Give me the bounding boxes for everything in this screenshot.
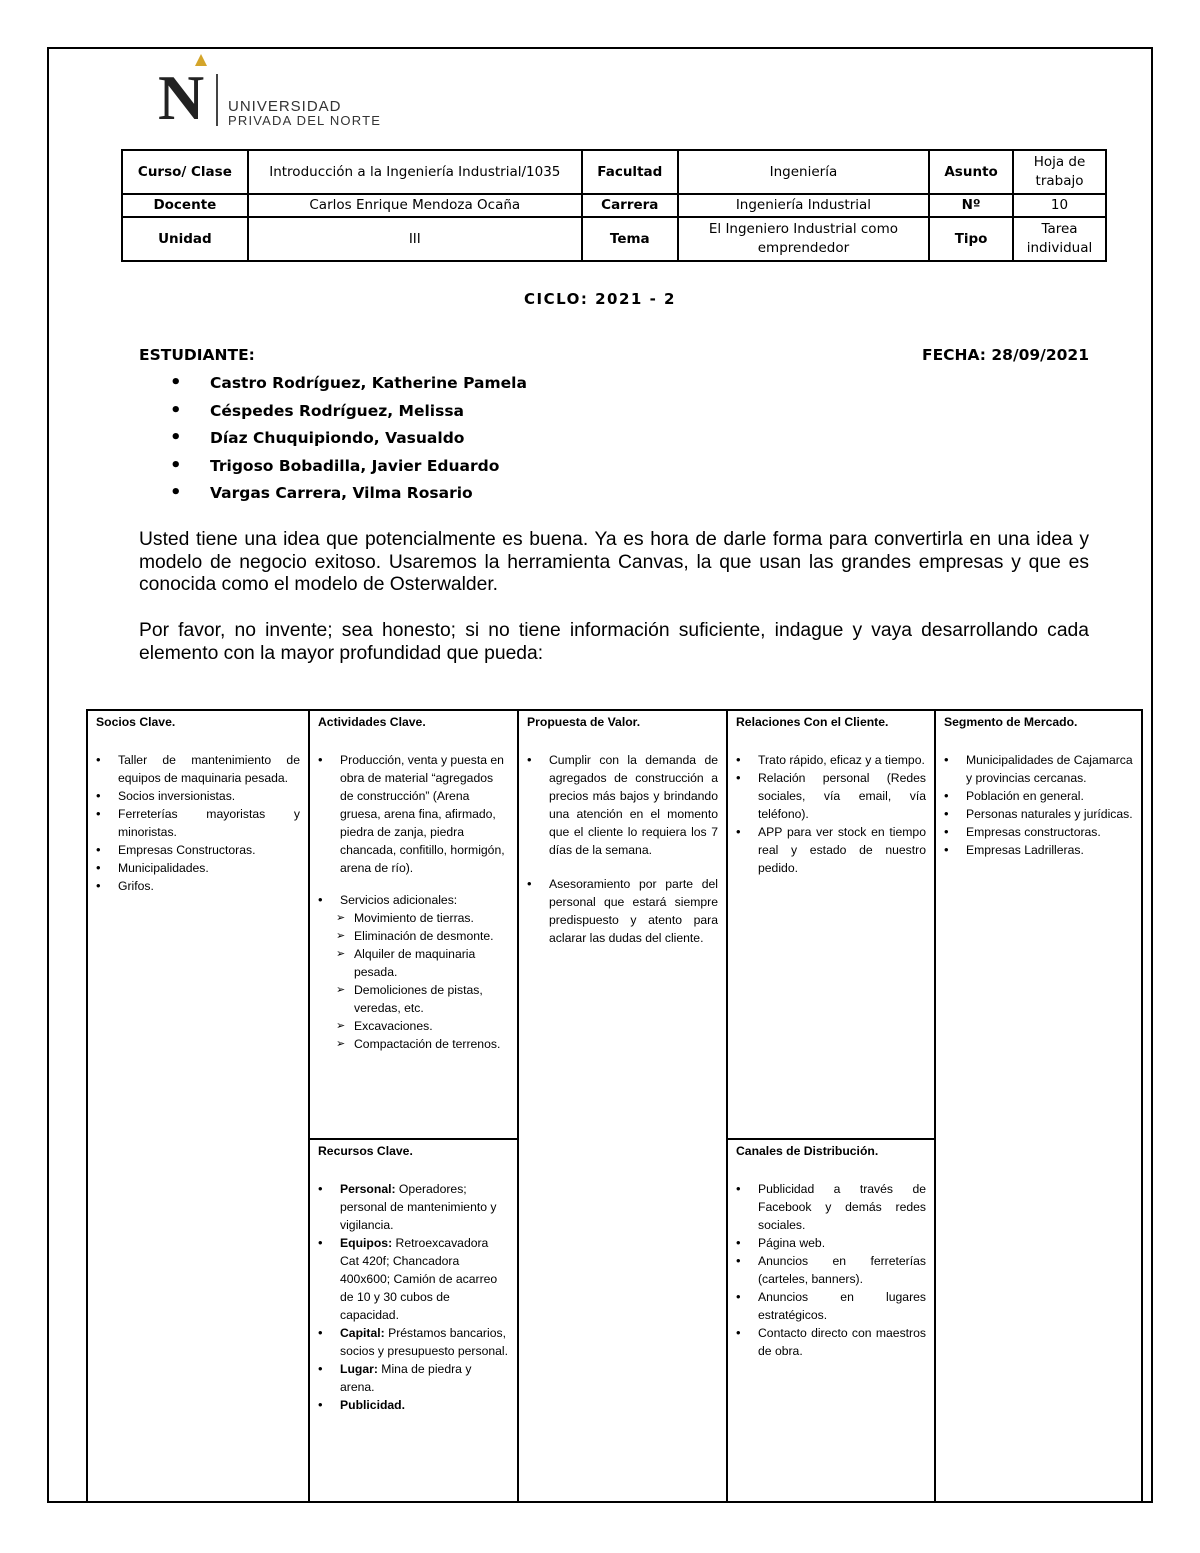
course-info-table [121, 149, 1107, 262]
list-item: • Población en general. [944, 787, 1133, 805]
customer-relationships-title: Relaciones Con el Cliente. [736, 715, 889, 729]
list-item: • Empresas Ladrilleras. [944, 841, 1133, 859]
logo-line1: UNIVERSIDAD [228, 98, 342, 115]
list-item: ➢ Eliminación de desmonte. [336, 927, 509, 945]
list-item: • Cumplir con la demanda de agregados de construcción a precios más bajos y brindando una atención en el momento que el cliente lo requiera los 7 días de la semana. [527, 751, 718, 859]
list-item: ➢ Demoliciones de pistas, veredas, etc. [336, 981, 509, 1017]
list-item: • Ferreterías mayoristas y minoristas. [96, 805, 300, 841]
type-label: Tipo [929, 217, 1013, 261]
faculty-value: Ingeniería [678, 150, 929, 194]
type-value: Tarea individual [1013, 217, 1106, 261]
subject-label: Asunto [929, 150, 1013, 194]
list-item: • Relación personal (Redes sociales, vía email, vía teléfono). [736, 769, 926, 823]
table-row [122, 150, 1106, 194]
resource-text: Mina de piedra y arena. [340, 1362, 472, 1394]
list-item [318, 1180, 509, 1234]
list-item: • Publicidad a través de Facebook y demás redes sociales. [736, 1180, 926, 1234]
university-logo [158, 54, 418, 134]
resource-text: Préstamos bancarios, socios y presupuesto personal. [340, 1326, 509, 1358]
unit-value: III [248, 217, 582, 261]
customer-relationships-cell [728, 711, 934, 879]
cycle-title: CICLO: 2021 - 2 [524, 290, 676, 308]
list-item: • Socios inversionistas. [96, 787, 300, 805]
list-item: • Vargas Carrera, Vilma Rosario [170, 481, 527, 509]
list-item: ➢ Alquiler de maquinaria pesada. [336, 945, 509, 981]
unit-label: Unidad [122, 217, 248, 261]
list-item: • Asesoramiento por parte del personal que estará siempre predispuesto y atento para aclarar las dudas del cliente. [527, 875, 718, 947]
list-item: • Díaz Chuquipiondo, Vasualdo [170, 426, 527, 454]
list-item: • Personas naturales y jurídicas. [944, 805, 1133, 823]
list-item: • Contacto directo con maestros de obra. [736, 1324, 926, 1360]
table-row [122, 194, 1106, 217]
list-item: • APP para ver stock en tiempo real y estado de nuestro pedido. [736, 823, 926, 877]
list-item: • Céspedes Rodríguez, Melissa [170, 399, 527, 427]
resource-label: Publicidad. [340, 1398, 406, 1412]
student-label: ESTUDIANTE: [139, 346, 255, 364]
list-item [318, 1234, 509, 1324]
key-partners-title: Socios Clave. [96, 715, 176, 729]
list-item: • Castro Rodríguez, Katherine Pamela [170, 371, 527, 399]
topic-label: Tema [582, 217, 678, 261]
list-item [318, 1324, 509, 1360]
list-item: • Taller de mantenimiento de equipos de maquinaria pesada. [96, 751, 300, 787]
key-activities-cell [310, 711, 517, 1055]
number-value: 10 [1013, 194, 1106, 217]
list-item: • Municipalidades. [96, 859, 300, 877]
list-item: ➢ Compactación de terrenos. [336, 1035, 509, 1053]
resource-text: Retroexcavadora Cat 420f; Chancadora 400x600; Camión de acarreo de 10 y 30 cubos de capacidad. [340, 1236, 498, 1322]
list-item: ➢ Movimiento de tierras. [336, 909, 509, 927]
resource-label: Lugar: [340, 1362, 378, 1376]
number-label: Nº [929, 194, 1013, 217]
course-label: Curso/ Clase [122, 150, 248, 194]
list-item: • Grifos. [96, 877, 300, 895]
list-item [318, 1396, 509, 1414]
list-item: • Trigoso Bobadilla, Javier Eduardo [170, 454, 527, 482]
customer-segments-title: Segmento de Mercado. [944, 715, 1078, 729]
channels-title: Canales de Distribución. [736, 1144, 879, 1158]
channels-cell [728, 1140, 934, 1362]
list-item [318, 1360, 509, 1396]
value-proposition-title: Propuesta de Valor. [527, 715, 641, 729]
business-model-canvas [86, 709, 1143, 1503]
course-value: Introducción a la Ingeniería Industrial/1035 [248, 150, 582, 194]
key-partners-cell [88, 711, 308, 897]
customer-segments-cell [936, 711, 1141, 861]
faculty-label: Facultad [582, 150, 678, 194]
instructions-paragraph: Usted tiene una idea que potencialmente es buena. Ya es hora de darle forma para convertirla en una idea y modelo de negocio exitoso. Usaremos la herramienta Canvas, la que usan las grandes empresas y que es conocida como el modelo de Osterwalder. [139, 529, 1089, 595]
logo-divider [216, 74, 218, 126]
value-proposition-cell [519, 711, 726, 949]
teacher-value: Carlos Enrique Mendoza Ocaña [248, 194, 582, 217]
list-item: • Servicios adicionales: [318, 891, 509, 909]
logo-n-mark: N [158, 62, 205, 133]
student-list [170, 371, 527, 509]
list-item: • Empresas Constructoras. [96, 841, 300, 859]
list-item: • Página web. [736, 1234, 926, 1252]
instructions-paragraph-2: Por favor, no invente; sea honesto; si no tiene información suficiente, indague y vaya desarrollando cada elemento con la mayor profundidad que pueda: [139, 620, 1089, 664]
key-resources-cell [310, 1140, 517, 1416]
teacher-label: Docente [122, 194, 248, 217]
subject-value: Hoja de trabajo [1013, 150, 1106, 194]
resource-text: Operadores; personal de mantenimiento y vigilancia. [340, 1182, 497, 1232]
list-item: ➢ Excavaciones. [336, 1017, 509, 1035]
key-resources-title: Recursos Clave. [318, 1144, 413, 1158]
key-activities-title: Actividades Clave. [318, 715, 426, 729]
resource-label: Personal: [340, 1182, 396, 1196]
logo-line2: PRIVADA DEL NORTE [228, 113, 382, 128]
list-item: • Empresas constructoras. [944, 823, 1133, 841]
career-value: Ingeniería Industrial [678, 194, 929, 217]
resource-label: Capital: [340, 1326, 385, 1340]
table-row [122, 217, 1106, 261]
resource-label: Equipos: [340, 1236, 393, 1250]
list-item: • Producción, venta y puesta en obra de material “agregados de construcción” (Arena gruesa, arena fina, afirmado, piedra de zanja, piedra chancada, confitillo, hormigón, arena de río). [318, 751, 509, 877]
list-item: • Municipalidades de Cajamarca y provincias cercanas. [944, 751, 1133, 787]
list-item: • Anuncios en lugares estratégicos. [736, 1288, 926, 1324]
list-item: • Trato rápido, eficaz y a tiempo. [736, 751, 926, 769]
date-label: FECHA: 28/09/2021 [921, 346, 1089, 364]
topic-value: El Ingeniero Industrial como emprendedor [678, 217, 929, 261]
list-item: • Anuncios en ferreterías (carteles, banners). [736, 1252, 926, 1288]
career-label: Carrera [582, 194, 678, 217]
